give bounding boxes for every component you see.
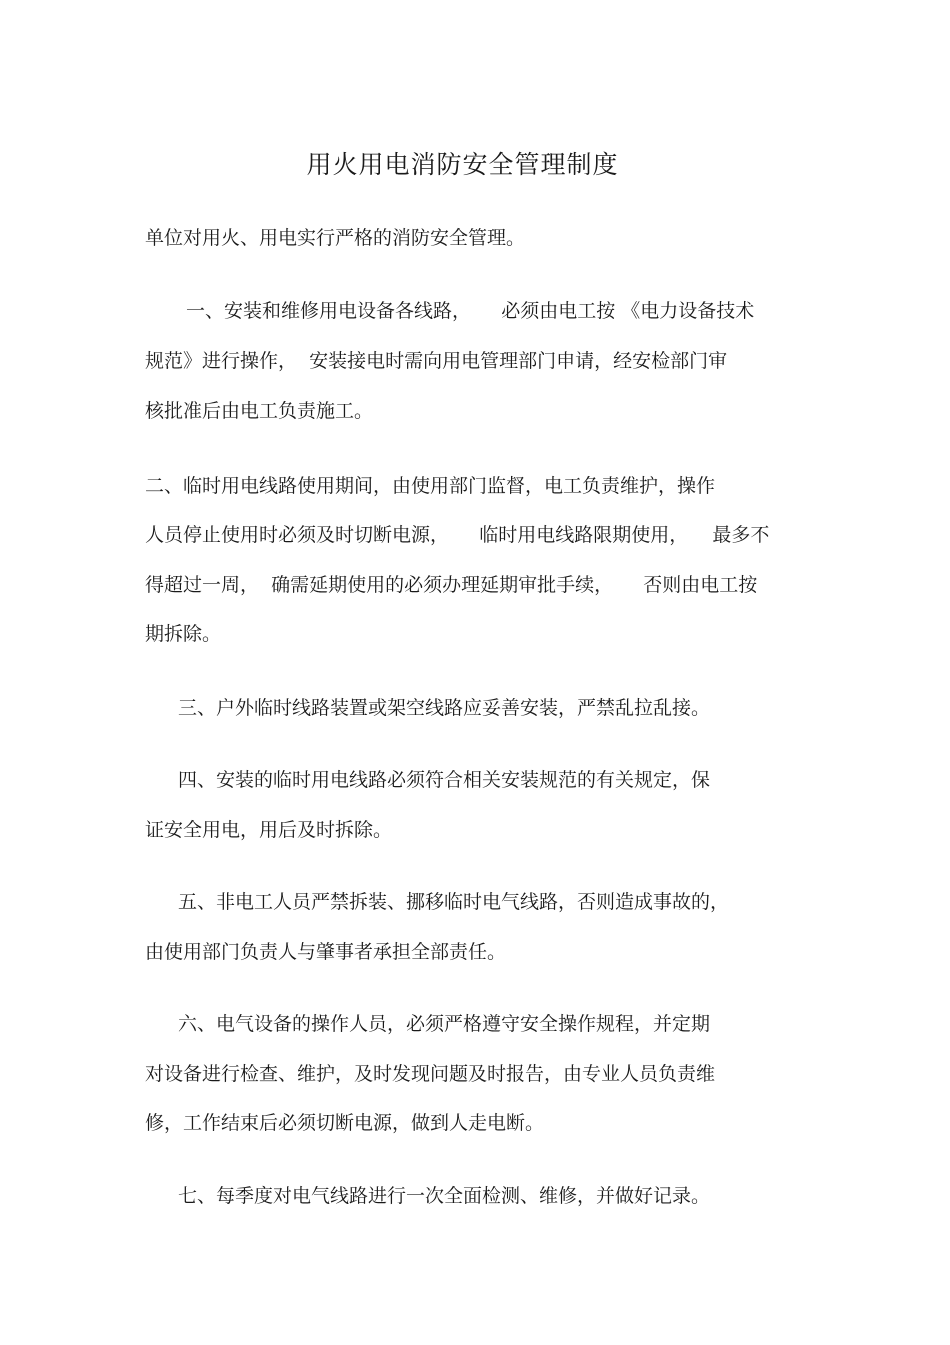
clause-1-line-1: 一、安装和维修用电设备各线路， 必须由电工按 《电力设备技术 [186,300,755,322]
clause-3-line-1: 三、户外临时线路装置或架空线路应妥善安装，严禁乱拉乱接。 [178,697,711,719]
clause-5-line-2: 由使用部门负责人与肇事者承担全部责任。 [145,941,507,963]
clause-2-line-3: 得超过一周， 确需延期使用的必须办理延期审批手续， 否则由电工按 [145,574,758,596]
clause-4-line-1: 四、安装的临时用电线路必须符合相关安装规范的有关规定，保 [178,769,711,791]
clause-5-line-1: 五、非电工人员严禁拆装、挪移临时电气线路，否则造成事故的， [178,891,730,913]
clause-2-line-2: 人员停止使用时必须及时切断电源， 临时用电线路限期使用， 最多不 [145,524,770,546]
intro-paragraph: 单位对用火、用电实行严格的消防安全管理。 [145,227,526,249]
clause-2-line-1: 二、临时用电线路使用期间，由使用部门监督，电工负责维护，操作 [145,475,716,497]
clause-1-line-3: 核批准后由电工负责施工。 [145,400,374,422]
clause-6-line-3: 修，工作结束后必须切断电源，做到人走电断。 [145,1112,545,1134]
clause-7-line-1: 七、每季度对电气线路进行一次全面检测、维修，并做好记录。 [178,1185,711,1207]
clause-2-line-4: 期拆除。 [145,623,222,645]
clause-4-line-2: 证安全用电，用后及时拆除。 [145,819,393,841]
document-title: 用火用电消防安全管理制度 [306,150,619,179]
clause-6-line-2: 对设备进行检查、维护，及时发现问题及时报告，由专业人员负责维 [145,1063,716,1085]
clause-1-line-2: 规范》进行操作， 安装接电时需向用电管理部门申请，经安检部门审 [145,350,728,372]
clause-6-line-1: 六、电气设备的操作人员，必须严格遵守安全操作规程，并定期 [178,1013,711,1035]
